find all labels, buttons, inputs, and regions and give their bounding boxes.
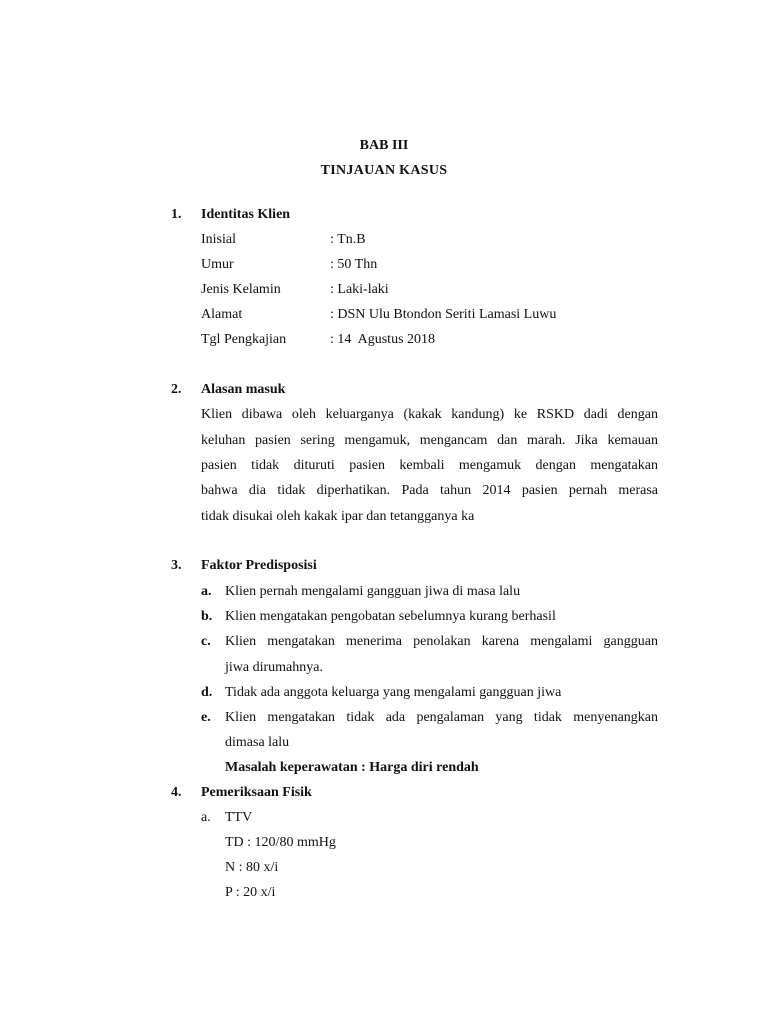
list-marker-c: c. xyxy=(201,634,211,649)
field-value-umur: : 50 Thn xyxy=(330,257,378,272)
field-label-inisial: Inisial xyxy=(201,232,236,247)
chapter-label: BAB III xyxy=(359,138,409,153)
nursing-problem: Masalah keperawatan : Harga diri rendah xyxy=(225,760,479,775)
list-marker-d: d. xyxy=(201,685,213,700)
list-item-c: Klien mengatakan menerima penolakan karena mengalami gangguan xyxy=(225,634,658,649)
field-label-alamat: Alamat xyxy=(201,307,243,322)
field-value-alamat: : DSN Ulu Btondon Seriti Lamasi Luwu xyxy=(330,307,557,322)
section-2-number: 2. xyxy=(171,382,182,397)
paragraph-line: pasien tidak dituruti pasien kembali mengamuk dengan mengatakan xyxy=(201,458,658,473)
field-value-tgl-pengkajian: : 14 Agustus 2018 xyxy=(330,332,436,347)
list-item-c-continued: jiwa dirumahnya. xyxy=(225,660,323,675)
vital-respiration: P : 20 x/i xyxy=(225,885,276,900)
field-label-jenis-kelamin: Jenis Kelamin xyxy=(201,282,281,297)
field-value-jenis-kelamin: : Laki-laki xyxy=(330,282,389,297)
list-item-e-continued: dimasa lalu xyxy=(225,735,290,750)
list-marker-a: a. xyxy=(201,584,212,599)
list-item-b: Klien mengatakan pengobatan sebelumnya kurang berhasil xyxy=(225,609,556,624)
paragraph-line: keluhan pasien sering mengamuk, mengancam dan marah. Jika kemauan xyxy=(201,433,658,448)
field-value-inisial: : Tn.B xyxy=(330,232,366,247)
section-4-heading: Pemeriksaan Fisik xyxy=(201,785,312,800)
paragraph-line: tidak disukai oleh kakak ipar dan tetangganya ka xyxy=(201,509,475,524)
vital-pulse: N : 80 x/i xyxy=(225,860,279,875)
field-label-umur: Umur xyxy=(201,257,234,272)
list-item-a: Klien pernah mengalami gangguan jiwa di masa lalu xyxy=(225,584,521,599)
paragraph-line: Klien dibawa oleh keluarganya (kakak kandung) ke RSKD dadi dengan xyxy=(201,407,658,422)
list-item-e: Klien mengatakan tidak ada pengalaman yang tidak menyenangkan xyxy=(225,710,658,725)
section-2-heading: Alasan masuk xyxy=(201,382,286,397)
section-3-heading: Faktor Predisposisi xyxy=(201,558,317,573)
vital-blood-pressure: TD : 120/80 mmHg xyxy=(225,835,336,850)
field-label-tgl-pengkajian: Tgl Pengkajian xyxy=(201,332,287,347)
chapter-title: TINJAUAN KASUS xyxy=(320,163,448,178)
list-marker-b: b. xyxy=(201,609,213,624)
section-4-number: 4. xyxy=(171,785,182,800)
sub-marker-a: a. xyxy=(201,810,211,825)
section-1-number: 1. xyxy=(171,207,182,222)
section-1-heading: Identitas Klien xyxy=(201,207,291,222)
section-3-number: 3. xyxy=(171,558,182,573)
vitals-title: TTV xyxy=(225,810,253,825)
list-item-d: Tidak ada anggota keluarga yang mengalami gangguan jiwa xyxy=(225,685,562,700)
paragraph-line: bahwa dia tidak diperhatikan. Pada tahun 2014 pasien pernah merasa xyxy=(201,483,658,498)
list-marker-e: e. xyxy=(201,710,211,725)
